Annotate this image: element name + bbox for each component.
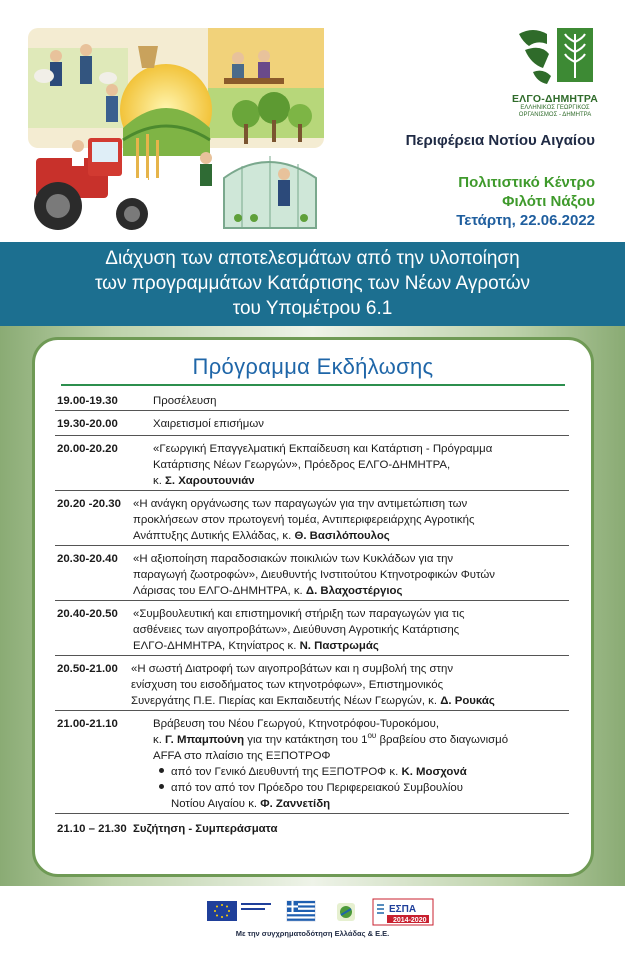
event-title [0, 246, 625, 321]
title-divider [61, 384, 565, 386]
program-row [55, 390, 569, 411]
program-card [32, 337, 594, 877]
logo-subtitle-1: ΕΛΛΗΝΙΚΟΣ ΓΕΩΡΓΙΚΟΣ [520, 105, 590, 111]
row-line: «Η σωστή Διατροφή των αιγοπροβάτων και η συμβολή της στην [131, 663, 454, 675]
speaker-name: Σ. Χαρουτουνιάν [165, 475, 255, 487]
program-title: Πρόγραμμα Εκδήλωσης [192, 354, 434, 379]
speaker-name: Δ. Βλαχοστέργιος [305, 585, 403, 597]
row-line: «Γεωργική Επαγγελματική Εκπαίδευση και Κατάρτιση - Πρόγραμμα [153, 443, 493, 455]
row-text [133, 496, 569, 544]
speaker-name: Κ. Μοσχονά [401, 766, 467, 778]
program-row [55, 656, 569, 711]
row-line: από τον από τον Πρόεδρο του Περιφερειακού Συμβουλίου [171, 782, 463, 794]
event-title-line-2: των προγραμμάτων Κατάρτισης των Νέων Αγροτών [94, 273, 531, 294]
row-text: Χαιρετισμοί επισήμων [153, 418, 264, 430]
program-row [55, 491, 569, 546]
row-line: ασθένειες των αιγοπροβάτων», Διεύθυνση Αγροτικής Κατάρτισης [133, 624, 460, 636]
venue-line-1: Πολιτιστικό Κέντρο [458, 174, 595, 191]
row-time: 19.30-20.00 [57, 418, 118, 430]
row-line: κ. [153, 734, 166, 746]
venue-line-2: Φιλότι Νάξου [502, 193, 595, 210]
row-line: προκλήσεων στον πρωτογενή τομέα, Αντιπεριφερειάρχης Αγροτικής [133, 514, 475, 526]
row-line: Νοτίου Αιγαίου κ. [171, 798, 261, 810]
bullet-dot-icon [159, 784, 164, 789]
row-line: κ. [153, 475, 166, 487]
speaker-name: Θ. Βασιλόπουλος [294, 530, 390, 542]
agriculture-illustration [28, 28, 324, 234]
regional-logo-icon [337, 903, 355, 921]
eu-flag-icon [207, 901, 237, 921]
row-text: Προσέλευση [153, 395, 217, 407]
row-line: «Η αξιοποίηση παραδοσιακών ποικιλιών των Κυκλάδων για την [133, 553, 454, 565]
row-time: 20.30-20.40 [57, 553, 118, 565]
row-line: ενίσχυση του εισοδήματος των κτηνοτρόφων», Επιστημονικός [131, 679, 444, 691]
program-row [55, 814, 569, 838]
row-time: 21.10 – 21.30 [57, 823, 127, 835]
row-line: Συνεργάτης Π.Ε. Πιερίας και Εκπαιδευτής Νέων Γεωργών, κ. [131, 695, 441, 707]
bullet-item [153, 780, 569, 796]
espa-label: ΕΣΠΑ [389, 904, 417, 915]
row-text [133, 551, 569, 599]
row-text [153, 716, 569, 812]
speaker-name: Ν. Παστρωμάς [299, 640, 379, 652]
ordinal-suffix: ου [367, 731, 377, 741]
row-line: παραγωγή ζωοτροφών», Διευθυντής Ινστιτούτου Κτηνοτροφικών Φυτών [133, 569, 495, 581]
row-line: Κατάρτισης Νέων Γεωργών», Πρόεδρος ΕΛΓΟ-ΔΗΜΗΤΡΑ, [153, 459, 451, 471]
row-line: Βράβευση του Νέου Γεωργού, Κτηνοτρόφου-Τυροκόμου, [153, 718, 440, 730]
row-text: Συζήτηση - Συμπεράσματα [133, 823, 278, 835]
bullet-dot-icon [159, 768, 164, 773]
event-title-line-3: του Υπομέτρου 6.1 [232, 298, 393, 319]
row-text [133, 606, 569, 654]
wheat-goddess-icon [513, 24, 597, 86]
row-line: Ανάπτυξης Δυτικής Ελλάδας, κ. [133, 530, 295, 542]
venue-info [456, 173, 595, 230]
program-row [55, 711, 569, 814]
row-line: «Συμβουλευτική και επιστημονική στήριξη των παραγωγών για τις [133, 608, 465, 620]
row-time: 20.20 -20.30 [57, 498, 121, 510]
row-line: «Η ανάγκη οργάνωσης των παραγωγών για την αντιμετώπιση των [133, 498, 468, 510]
logo-name: ΕΛΓΟ-ΔΗΜΗΤΡΑ [511, 93, 599, 105]
logo-subtitle-2: ΟΡΓΑΝΙΣΜΟΣ - ΔΗΜΗΤΡΑ [518, 112, 592, 118]
speaker-name: Φ. Ζαννετίδη [260, 798, 331, 810]
row-line: από τον Γενικό Διευθυντή της ΕΞΠΟΤΡΟΦ κ. [171, 766, 402, 778]
row-line: AFFA στο πλαίσιο της ΕΞΠΟΤΡΟΦ [153, 750, 331, 762]
row-text [153, 441, 569, 489]
espa-logo-icon [373, 899, 433, 925]
row-time: 20.00-20.20 [57, 443, 118, 455]
elgo-dimitra-logo [505, 24, 605, 124]
espa-years: 2014-2020 [393, 917, 427, 924]
row-line: για την κατάκτηση του 1 [244, 734, 368, 746]
row-time: 19.00-19.30 [57, 395, 118, 407]
cofunding-note: Με την συγχρηματοδότηση Ελλάδας & Ε.Ε. [235, 929, 390, 938]
program-row [55, 601, 569, 656]
event-date: Τετάρτη, 22.06.2022 [456, 212, 595, 229]
region-title: Περιφέρεια Νοτίου Αιγαίου [405, 132, 595, 149]
program-row [55, 411, 569, 436]
program-table [55, 390, 569, 838]
row-time: 21.00-21.10 [57, 718, 118, 730]
row-line: Λάρισας του ΕΛΓΟ-ΔΗΜΗΤΡΑ, κ. [133, 585, 306, 597]
speaker-name: Γ. Μπαμπούνη [165, 734, 245, 746]
event-title-line-1: Διάχυση των αποτελεσμάτων από την υλοποίηση [105, 248, 520, 269]
row-line: ΕΛΓΟ-ΔΗΜΗΤΡΑ, Κτηνίατρος κ. [133, 640, 300, 652]
row-line: βραβείου στο διαγωνισμό [376, 734, 509, 746]
bullet-item [153, 764, 569, 780]
speaker-name: Δ. Ρουκάς [440, 695, 495, 707]
row-time: 20.50-21.00 [57, 663, 118, 675]
greek-flag-icon [287, 901, 315, 921]
row-text [131, 661, 569, 709]
funding-logos [205, 897, 435, 927]
program-row [55, 546, 569, 601]
row-time: 20.40-20.50 [57, 608, 118, 620]
bullet-continuation [153, 796, 569, 812]
program-row [55, 436, 569, 491]
